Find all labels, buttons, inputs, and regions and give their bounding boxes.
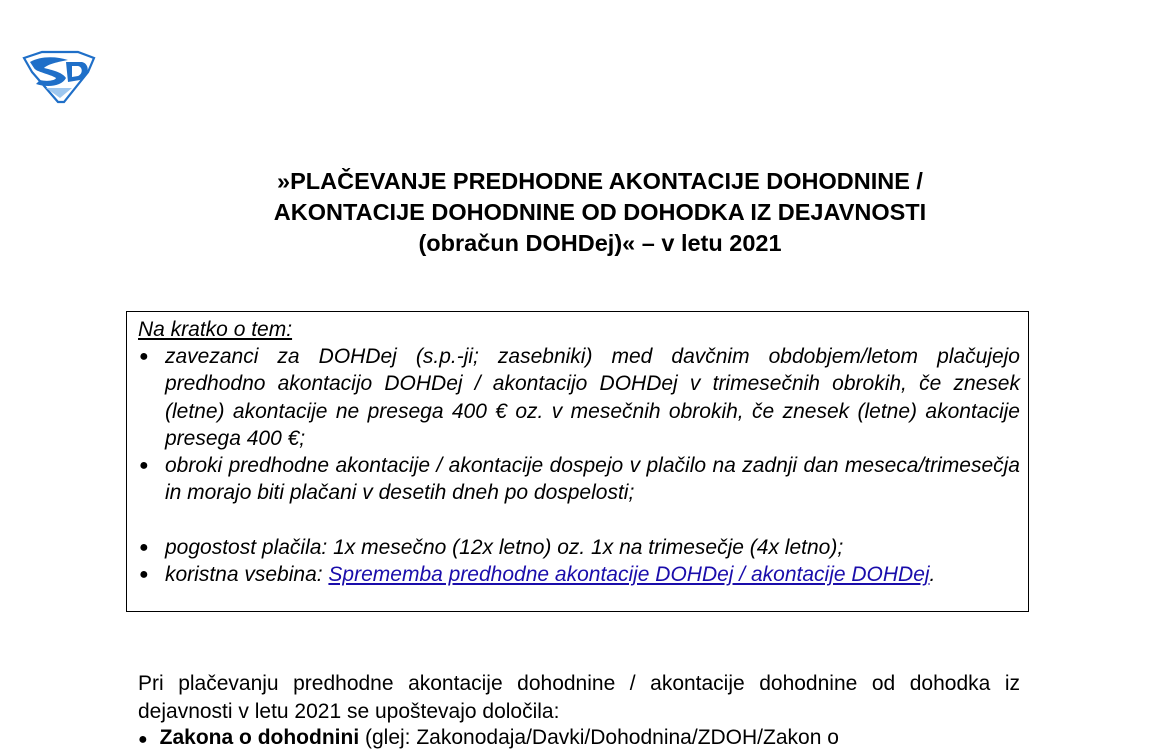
- summary-list: [127, 343, 1028, 588]
- summary-box: [126, 311, 1029, 612]
- body-bullet-line: [138, 724, 1020, 754]
- title-line-3: (obračun DOHDej)« – v letu 2021: [418, 230, 782, 256]
- body-paragraph-text: Pri plačevanju predhodne akontacije dohodnine / akontacije dohodnine od dohodka iz dejavnosti v letu 2021 se upoštevajo določila:: [138, 672, 1020, 723]
- list-item: [127, 534, 1028, 561]
- list-item-text: zavezanci za DOHDej (s.p.-ji; zasebniki) med davčnim obdobjem/letom plačujejo predhodno akontacijo DOHDej / akontacijo DOHDej v trimesečnih obrokih, če znesek (letne) akontacije ne presega 400 € oz. v mesečnih obrokih, če znesek (letne) akontacije presega 400 €;: [165, 345, 1020, 450]
- law-reference: (glej: Zakonodaja/Davki/Dohodnina/ZDOH/Zakon o: [359, 726, 839, 749]
- list-item: [127, 561, 1028, 588]
- document-title: [120, 166, 1080, 259]
- list-item-prefix: koristna vsebina:: [165, 563, 329, 587]
- bullet-icon: ●: [139, 566, 149, 584]
- bullet-icon: ●: [139, 348, 149, 365]
- title-line-1: »PLAČEVANJE PREDHODNE AKONTACIJE DOHODNINE /: [277, 168, 923, 194]
- list-item-suffix: .: [929, 563, 936, 587]
- bullet-icon: ●: [138, 731, 148, 748]
- company-logo-icon: [22, 50, 96, 104]
- list-item: [127, 343, 1028, 452]
- bullet-icon: ●: [139, 457, 149, 475]
- bullet-icon: ●: [139, 538, 149, 556]
- law-name: Zakona o dohodnini: [159, 726, 360, 749]
- body-paragraph: [138, 670, 1020, 725]
- list-item: [127, 452, 1028, 507]
- list-item-text: pogostost plačila: 1x mesečno (12x letno) oz. 1x na trimesečje (4x letno);: [165, 535, 844, 559]
- list-item-text: obroki predhodne akontacije / akontacije dospejo v plačilo na zadnji dan meseca/trimesečja in morajo biti plačani v desetih dneh po dospelosti;: [165, 454, 1020, 505]
- title-line-2: AKONTACIJE DOHODNINE OD DOHODKA IZ DEJAVNOSTI: [273, 199, 927, 225]
- link-sprememba-akontacije[interactable]: Sprememba predhodne akontacije DOHDej / akontacije DOHDej: [328, 563, 930, 587]
- summary-heading: Na kratko o tem:: [138, 318, 293, 341]
